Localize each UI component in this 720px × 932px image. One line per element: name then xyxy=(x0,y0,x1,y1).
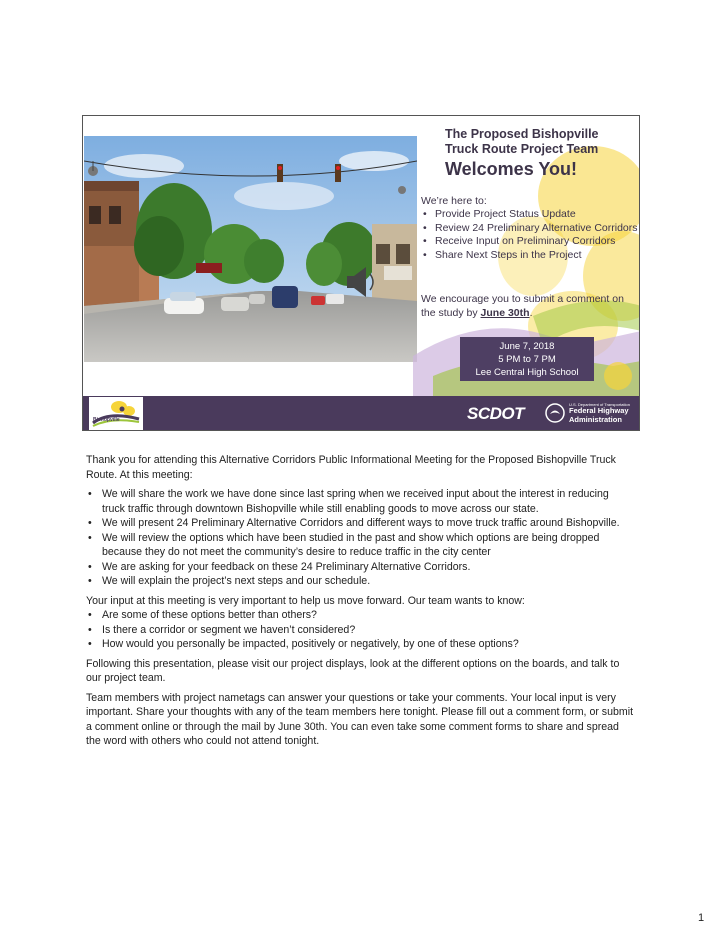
list-item: • Are some of these options better than others? xyxy=(86,608,634,623)
list-item: • We are asking for your feedback on these 24 Preliminary Alternative Corridors. xyxy=(86,560,634,575)
bishopville-logo-text: Bishopville xyxy=(93,417,120,423)
street-photo xyxy=(84,136,417,362)
meeting-info-box xyxy=(460,337,594,381)
usdot-label: U.S. Department of Transportation xyxy=(569,402,630,407)
meeting-goals-list xyxy=(86,487,634,589)
list-item: • We will explain the project’s next steps and our schedule. xyxy=(86,574,634,589)
bishopville-logo xyxy=(89,397,143,430)
intro-text: We’re here to: xyxy=(421,195,487,207)
page-number: 1 xyxy=(698,912,705,924)
agenda-item: • Share Next Steps in the Project xyxy=(421,249,639,263)
welcome-heading: Welcomes You! xyxy=(445,159,578,179)
title-line-2: Truck Route Project Team xyxy=(445,142,599,156)
notes-paragraph: Following this presentation, please visit our project displays, look at the different options on the boards, and talk to our project team. xyxy=(86,657,620,684)
agenda-list xyxy=(421,208,639,263)
fhwa-line-2: Administration xyxy=(569,414,622,424)
encourage-end: . xyxy=(529,307,533,319)
comment-deadline-text xyxy=(421,292,639,320)
slide-title xyxy=(445,127,635,157)
slide-footer xyxy=(83,396,640,431)
agenda-item: • Provide Project Status Update xyxy=(421,208,639,222)
list-item: • We will share the work we have done since last spring when we received input about the interest in reducing truck traffic through downtown Bishopville while still enabling goods to move across our state. xyxy=(86,487,634,516)
notes-paragraph: Team members with project nametags can answer your questions or take your comments. Your local input is very important. Share your thoughts with any of the team members here tonight. Please fill out a comment form, or submit a comment online or through the mail by June 30th. You can even take some comment forms to share and spread the word with others who could not attend tonight. xyxy=(86,691,634,747)
bishopville-flower-icon xyxy=(89,397,143,430)
notes-paragraph: Your input at this meeting is very important to help us move forward. Our team wants to know: xyxy=(86,594,525,607)
dot-eagle-icon xyxy=(545,402,565,424)
list-item: • Is there a corridor or segment we haven’t considered? xyxy=(86,623,634,638)
encourage-text: We encourage you to submit a comment on the study by xyxy=(421,293,624,319)
meeting-date: June 7, 2018 xyxy=(499,341,555,352)
slide xyxy=(82,115,640,431)
fhwa-logo xyxy=(569,402,630,424)
fhwa-line-1: Federal Highway xyxy=(569,406,629,415)
list-item: • We will review the options which have been studied in the past and show which options are being dropped because they do not meet the community’s desire to reduce traffic in the city center xyxy=(86,531,634,560)
scdot-logo: SCDOT xyxy=(467,404,524,423)
list-item: • We will present 24 Preliminary Alternative Corridors and different ways to move truck traffic around Bishopville. xyxy=(86,516,634,531)
meeting-location: Lee Central High School xyxy=(475,367,579,378)
speaker-notes xyxy=(86,453,634,754)
title-line-1: The Proposed Bishopville xyxy=(445,127,599,141)
agenda-item: • Receive Input on Preliminary Corridors xyxy=(421,235,639,249)
questions-list xyxy=(86,608,634,652)
list-item: • How would you personally be impacted, positively or negatively, by one of these options? xyxy=(86,637,634,652)
notes-paragraph: Thank you for attending this Alternative Corridors Public Informational Meeting for the Proposed Bishopville Truck Route. At this meeting: xyxy=(86,454,616,481)
agenda-item: • Review 24 Preliminary Alternative Corridors xyxy=(421,222,639,236)
deadline-date: June 30th xyxy=(480,307,530,319)
meeting-time: 5 PM to 7 PM xyxy=(498,354,556,365)
